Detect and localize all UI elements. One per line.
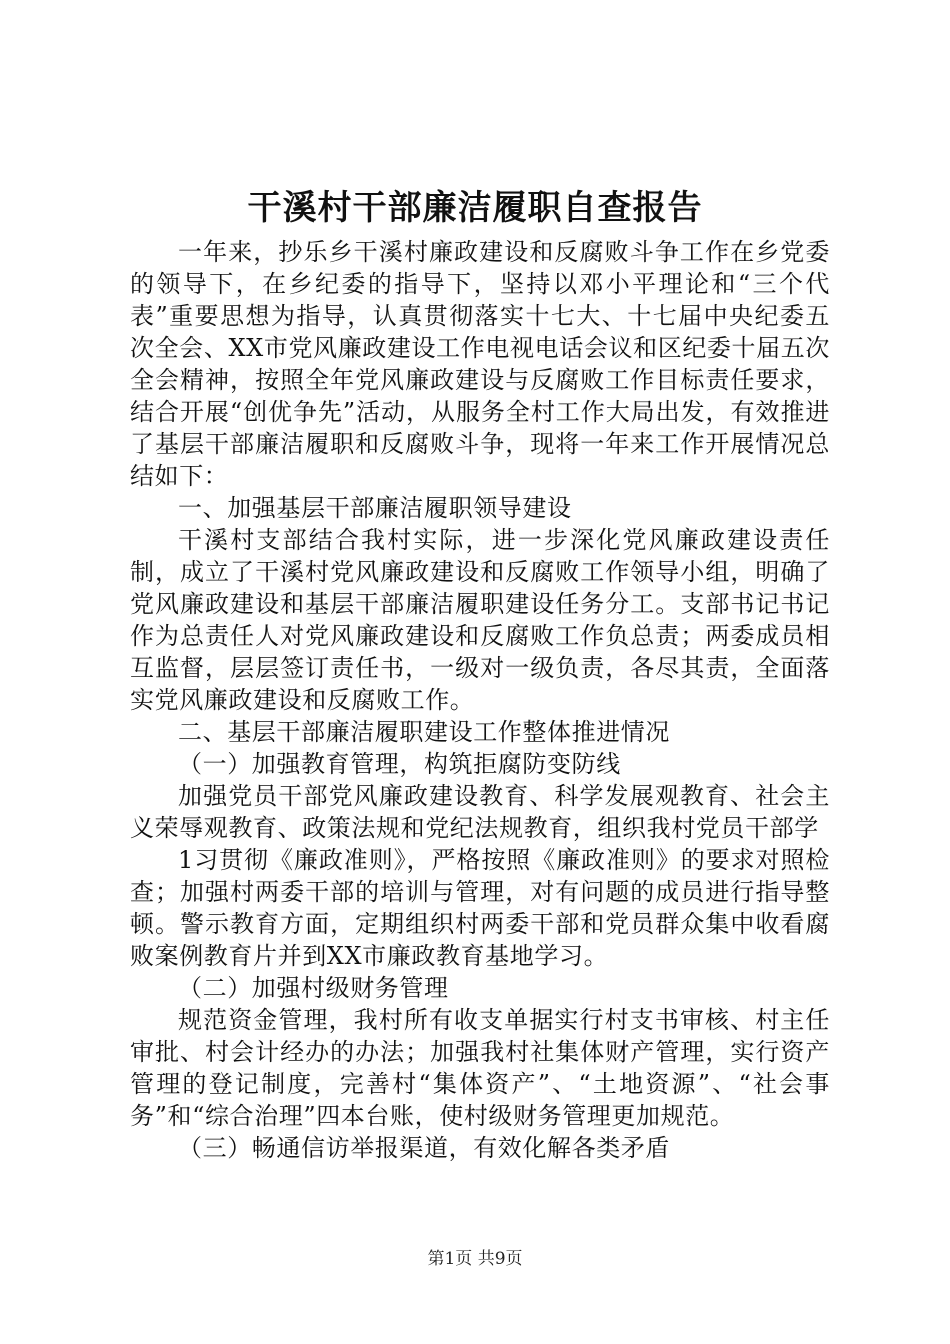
document-body: [130, 236, 830, 1164]
subsection-heading-3: （三）畅通信访举报渠道，有效化解各类矛盾: [178, 1134, 670, 1162]
paragraph-education: 加强党员干部党风廉政建设教育、科学发展观教育、社会主义荣辱观教育、政策法规和党纪法规教育，组织我村党员干部学: [130, 782, 830, 842]
paragraph-finance: 规范资金管理，我村所有收支单据实行村支书审核、村主任审批、村会计经办的办法；加强我村社集体财产管理，实行资产管理的登记制度，完善村“集体资产”、“土地资源”、“社会事务”和“综合治理”四本台账，使村级财务管理更加规范。: [130, 1006, 830, 1130]
section-heading-2: 二、基层干部廉洁履职建设工作整体推进情况: [178, 718, 670, 746]
subsection-heading-1: （一）加强教育管理，构筑拒腐防变防线: [178, 750, 621, 778]
section-heading-1: 一、加强基层干部廉洁履职领导建设: [178, 494, 572, 522]
paragraph-leadership: 干溪村支部结合我村实际，进一步深化党风廉政建设责任制，成立了干溪村党风廉政建设和反腐败工作领导小组，明确了党风廉政建设和基层干部廉洁履职建设任务分工。支部书记书记作为总责任人对党风廉政建设和反腐败工作负总责；两委成员相互监督，层层签订责任书，一级对一级负责，各尽其责，全面落实党风廉政建设和反腐败工作。: [130, 526, 830, 714]
document-title: 干溪村干部廉洁履职自查报告: [247, 188, 703, 228]
subsection-heading-2: （二）加强村级财务管理: [178, 974, 449, 1002]
paragraph-intro: 一年来，抄乐乡干溪村廉政建设和反腐败斗争工作在乡党委的领导下，在乡纪委的指导下，坚持以邓小平理论和“三个代表”重要思想为指导，认真贯彻落实十七大、十七届中央纪委五次全会、XX市党风廉政建设工作电视电话会议和区纪委十届五次全会精神，按照全年党风廉政建设与反腐败工作目标责任要求，结合开展“创优争先”活动，从服务全村工作大局出发，有效推进了基层干部廉洁履职和反腐败斗争，现将一年来工作开展情况总结如下：: [130, 238, 830, 490]
paragraph-study: 1习贯彻《廉政准则》，严格按照《廉政准则》的要求对照检查；加强村两委干部的培训与管理，对有问题的成员进行指导整顿。警示教育方面，定期组织村两委干部和党员群众集中收看腐败案例教育片并到XX市廉政教育基地学习。: [130, 846, 830, 970]
page-number: 第1页 共9页: [427, 1249, 523, 1269]
